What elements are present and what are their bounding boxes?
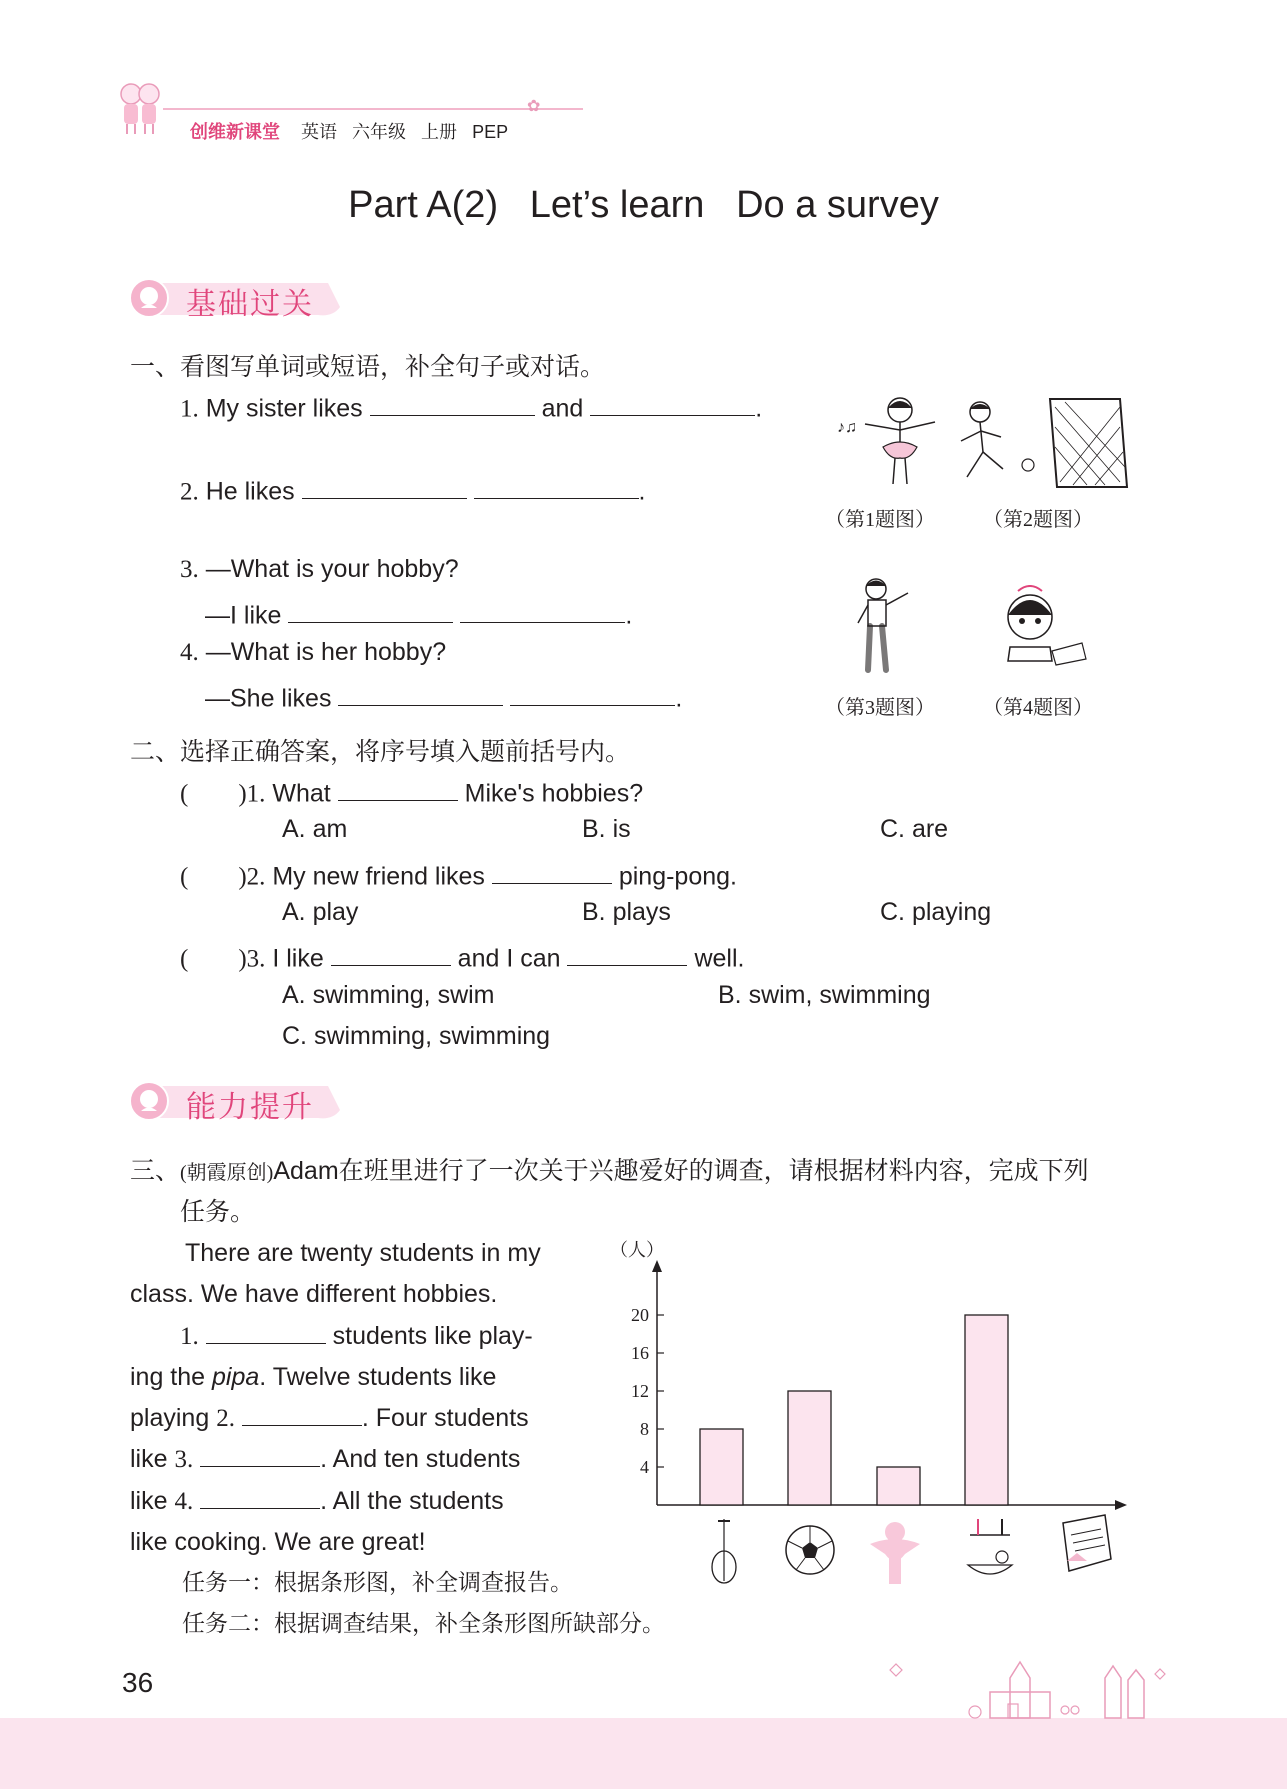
section-title-advanced: 能力提升	[186, 1091, 314, 1124]
heading-text: Adam在班里进行了一次关于兴趣爱好的调查，请根据材料内容，完成下列	[273, 1157, 1089, 1185]
passage-text: pipa	[212, 1362, 260, 1391]
passage-line: like cooking. We are great!	[130, 1528, 426, 1557]
kungfu-boy-icon	[848, 575, 918, 680]
q-text: well.	[694, 944, 745, 973]
answer-blank[interactable]	[474, 472, 639, 499]
q-number: 2.	[180, 478, 199, 506]
passage-line	[130, 1316, 580, 1357]
part3-heading	[130, 1151, 1089, 1187]
heading-source: (朝霞原创)	[180, 1162, 274, 1184]
q-text: He likes	[205, 477, 295, 506]
answer-blank[interactable]	[200, 1482, 320, 1509]
option-c[interactable]: C. playing	[880, 898, 992, 926]
option-b[interactable]: B. is	[582, 815, 631, 843]
castle-decor-icon	[880, 1648, 1180, 1720]
passage-text: playing	[130, 1404, 210, 1433]
q-text: and	[541, 394, 584, 423]
answer-blank[interactable]	[590, 389, 755, 416]
part3-heading-line2: 任务。	[180, 1198, 256, 1226]
caption-q1: （第1题图）	[825, 509, 935, 531]
page-title: Part A(2) Let’s learn Do a survey	[348, 184, 939, 226]
q-text: .	[638, 477, 646, 506]
q-text: My new friend likes	[272, 862, 485, 891]
football-boy-icon	[955, 397, 1130, 497]
answer-blank[interactable]	[200, 1440, 320, 1467]
answer-blank[interactable]	[288, 596, 453, 623]
q-text: My sister likes	[205, 394, 363, 423]
q-text: What	[272, 779, 331, 808]
part2-q3	[180, 939, 744, 973]
passage-text: . Four students	[361, 1404, 529, 1433]
q-text: .	[675, 684, 683, 713]
option-a[interactable]: A. play	[282, 898, 359, 926]
passage-line	[130, 1398, 580, 1439]
header	[190, 118, 508, 144]
passage-text: like	[130, 1445, 168, 1474]
option-b[interactable]: B. plays	[582, 898, 671, 926]
answer-blank[interactable]	[567, 939, 687, 966]
section-badge-basic	[128, 277, 343, 319]
q-text: .	[755, 394, 763, 423]
q-number: 1.	[246, 780, 266, 808]
option-b[interactable]: B. swim, swimming	[718, 981, 931, 1009]
section-badge-advanced	[128, 1080, 343, 1122]
passage-text: . All the students	[320, 1486, 504, 1515]
q-number: 1.	[180, 395, 199, 423]
q-number: 3.	[246, 945, 266, 973]
q-text: —What is your hobby?	[205, 555, 459, 583]
part1-q4	[180, 638, 446, 667]
passage-line	[130, 1357, 580, 1398]
ballet-girl-icon	[835, 392, 945, 492]
q-text: Mike's hobbies?	[464, 779, 644, 808]
passage-text: like	[130, 1486, 168, 1515]
part2-heading: 二、选择正确答案，将序号填入题前括号内。	[130, 738, 631, 766]
answer-blank[interactable]	[338, 774, 458, 801]
task-2: 任务二：根据调查结果，补全条形图所缺部分。	[182, 1611, 665, 1636]
football-icon	[786, 1526, 834, 1574]
header-subject: 英语	[301, 122, 338, 142]
blank-number: 2.	[216, 1405, 235, 1433]
bar-cooking	[965, 1315, 1008, 1505]
answer-blank[interactable]	[510, 679, 675, 706]
q-text: .	[625, 601, 633, 630]
part1-q3	[180, 555, 459, 584]
y-tick-label: 4	[640, 1457, 649, 1477]
y-axis-label: （人）	[610, 1240, 664, 1260]
hobby-bar-chart	[600, 1230, 1140, 1590]
option-a[interactable]: A. swimming, swim	[282, 981, 495, 1009]
pipa-icon	[712, 1519, 736, 1583]
answer-paren[interactable]: ( )	[180, 863, 247, 891]
q-number: 4.	[180, 639, 199, 666]
passage-text: ing the	[130, 1362, 206, 1391]
option-c[interactable]: C. are	[880, 815, 949, 843]
answer-blank[interactable]	[338, 679, 503, 706]
answer-blank[interactable]	[492, 857, 612, 884]
caption-q2: （第2题图）	[983, 509, 1093, 531]
blank-number: 1.	[180, 1322, 199, 1350]
cooking-icon	[968, 1519, 1012, 1574]
header-series: 创维新课堂	[190, 122, 280, 142]
q-text: —What is her hobby?	[205, 638, 447, 666]
heading-num: 三、	[130, 1157, 181, 1185]
section-title-basic: 基础过关	[186, 288, 314, 321]
answer-blank[interactable]	[242, 1399, 362, 1426]
blank-number: 3.	[174, 1446, 194, 1474]
part2-q1	[180, 774, 643, 808]
part1-heading: 一、看图写单词或短语，补全句子或对话。	[130, 353, 606, 381]
part2-q2	[180, 857, 737, 891]
y-tick-label: 8	[640, 1419, 649, 1439]
bar-pipa	[700, 1429, 743, 1505]
q-text: —She likes	[205, 684, 332, 713]
header-decor-icon: ✿	[527, 98, 541, 115]
x-axis-arrow-icon	[1115, 1500, 1127, 1510]
passage-text: . And ten students	[320, 1445, 521, 1474]
answer-blank[interactable]	[370, 389, 535, 416]
q-text: I like	[272, 944, 324, 973]
task-1: 任务一：根据条形图，补全调查报告。	[182, 1570, 573, 1595]
part1-q1	[180, 389, 762, 423]
answer-blank[interactable]	[302, 472, 467, 499]
caption-q4: （第4题图）	[983, 697, 1093, 719]
dancing-icon	[870, 1522, 920, 1584]
q-number: 2.	[246, 863, 266, 891]
passage-text: students like play-	[332, 1321, 533, 1350]
header-bar	[163, 108, 583, 110]
passage-text: . Twelve students like	[259, 1362, 497, 1391]
kids-logo-icon	[115, 78, 165, 138]
q-text: ping-pong.	[618, 862, 737, 891]
answer-paren[interactable]: ( )	[180, 945, 247, 973]
answer-blank[interactable]	[460, 596, 625, 623]
reading-girl-icon	[990, 585, 1090, 670]
reading-book-icon	[1063, 1515, 1111, 1571]
passage	[130, 1233, 580, 1563]
part1-q4-answer	[205, 679, 682, 713]
passage-line	[130, 1481, 580, 1522]
q-text: —I like	[205, 601, 282, 630]
passage-line: There are twenty students in my	[185, 1239, 541, 1267]
passage-line: class. We have different hobbies.	[130, 1280, 498, 1309]
svg-text:♪♫: ♪♫	[837, 419, 857, 436]
caption-q3: （第3题图）	[825, 697, 935, 719]
part1-q3-answer	[205, 596, 632, 630]
option-c[interactable]: C. swimming, swimming	[282, 1022, 551, 1050]
page-number: 36	[122, 1667, 154, 1698]
y-tick-label: 12	[631, 1381, 649, 1401]
answer-paren[interactable]: ( )	[180, 780, 247, 808]
q-text: and I can	[457, 944, 561, 973]
footer-band	[0, 1718, 1287, 1789]
blank-number: 4.	[174, 1487, 194, 1515]
y-axis-arrow-icon	[652, 1260, 662, 1272]
q-number: 3.	[180, 556, 199, 583]
header-edition: PEP	[472, 122, 509, 142]
header-grade: 六年级	[352, 122, 407, 142]
passage-line	[130, 1439, 580, 1480]
option-a[interactable]: A. am	[282, 815, 348, 843]
y-tick-label: 16	[631, 1343, 649, 1363]
answer-blank[interactable]	[331, 939, 451, 966]
header-volume: 上册	[421, 122, 458, 142]
bar-football	[788, 1391, 831, 1505]
answer-blank[interactable]	[206, 1316, 326, 1343]
part1-q2	[180, 472, 645, 506]
y-tick-label: 20	[631, 1305, 649, 1325]
bar-dancing	[877, 1467, 920, 1505]
header-logo	[115, 78, 165, 138]
